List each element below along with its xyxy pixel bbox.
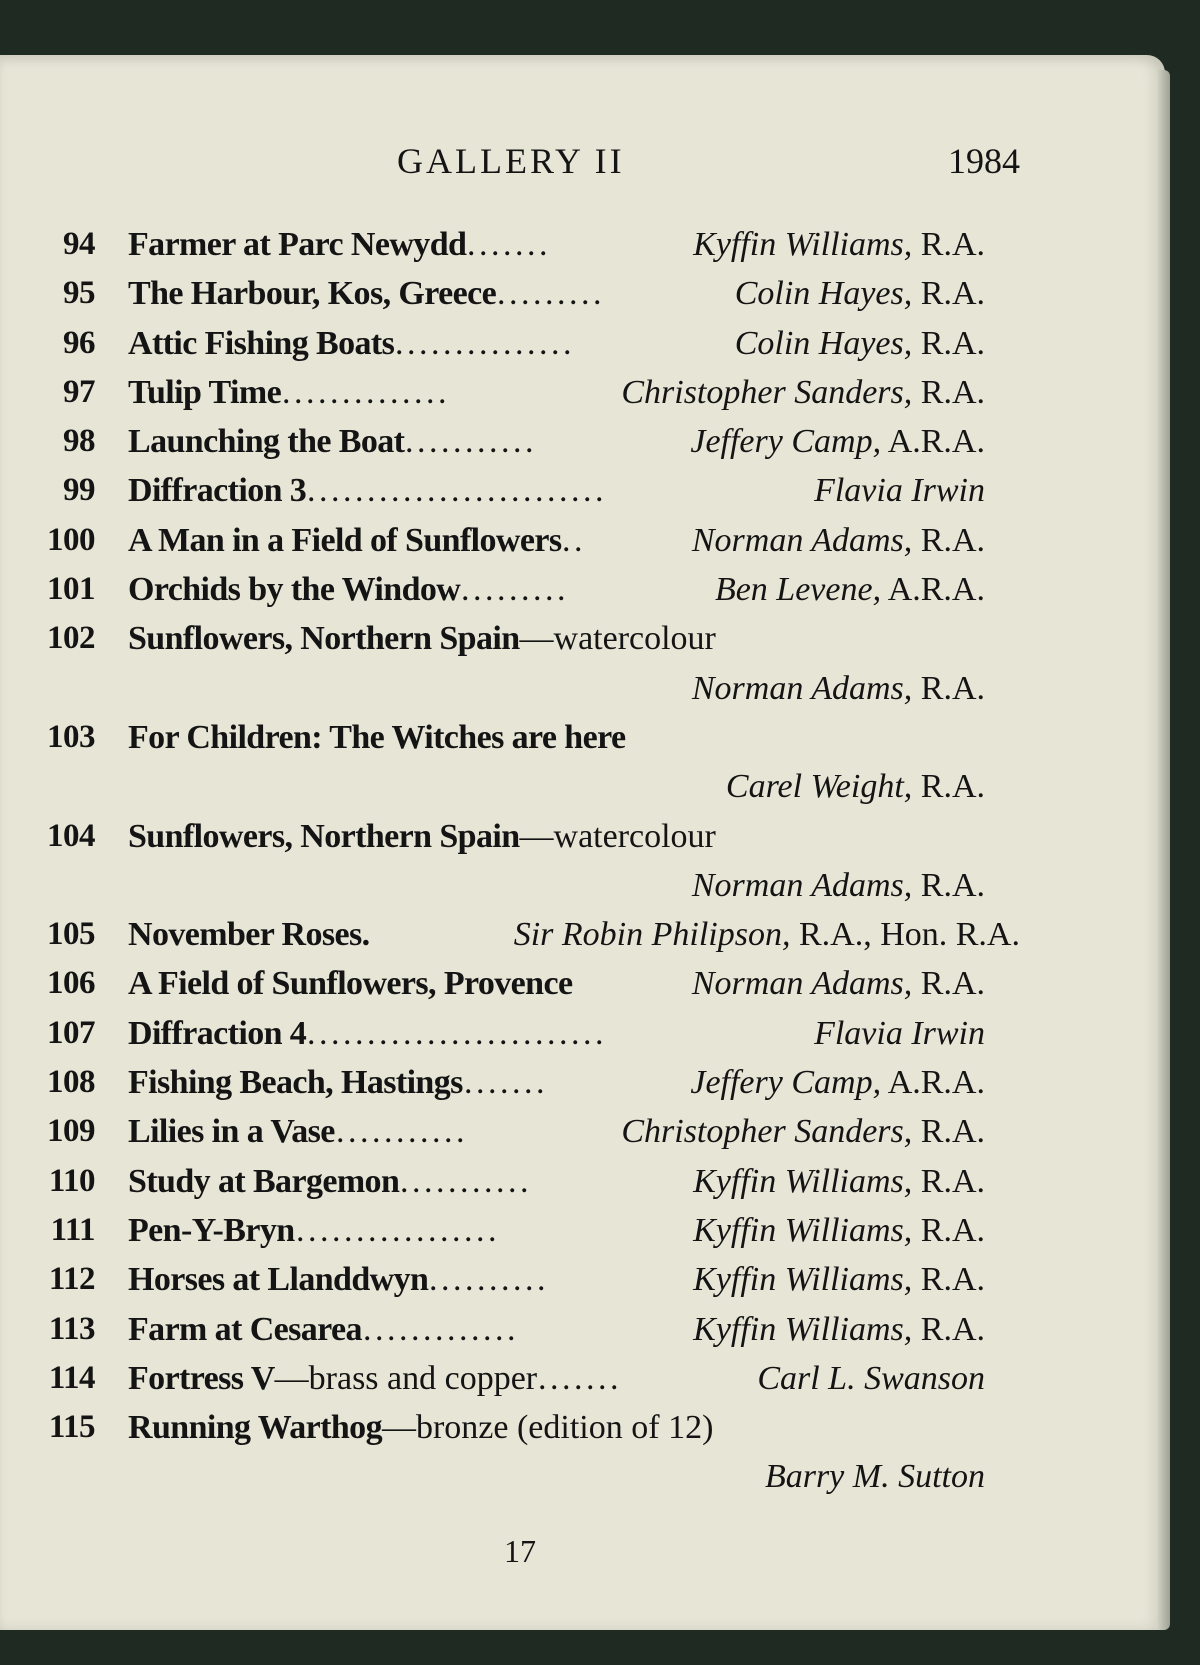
entry-number: 97 (63, 373, 95, 410)
entry-title-text: Launching the Boat (128, 423, 405, 461)
catalogue-entry-continuation (0, 867, 1200, 916)
artist-distinction: R.A. (920, 1162, 985, 1200)
catalogue-entry-continuation (0, 768, 1200, 817)
entry-number: 105 (47, 916, 95, 953)
dot-leaders: ......................... (307, 1014, 607, 1052)
entry-title (128, 965, 572, 1003)
artist-name: Flavia Irwin (814, 1014, 985, 1052)
entry-number: 100 (47, 521, 95, 558)
entry-title (128, 1212, 295, 1250)
entry-title-text: Tulip Time (128, 373, 282, 411)
dot-leaders: .. (562, 521, 586, 559)
entry-number: 113 (48, 1310, 95, 1347)
entry-title-text: Fishing Beach, Hastings (128, 1064, 463, 1102)
entry-title (128, 1409, 713, 1447)
artist-distinction: R.A. (920, 275, 985, 313)
dot-leaders: ............... (395, 324, 575, 362)
entry-title-text: Farmer at Parc Newydd (128, 226, 467, 263)
artist-distinction: R.A. (920, 1310, 985, 1348)
artist-name: Norman Adams, (691, 965, 913, 1003)
entry-title-text: Study at Bargemon (128, 1162, 400, 1200)
artist-distinction: A.R.A. (887, 571, 985, 609)
catalogue-entry (0, 275, 1200, 324)
dot-leaders: .......... (429, 1261, 549, 1299)
artist-name: Norman Adams, (691, 866, 913, 904)
entry-artist (765, 1458, 985, 1496)
entry-artist (621, 1113, 985, 1151)
artist-name: Carl L. Swanson (757, 1359, 985, 1397)
catalogue-entry (0, 1360, 1200, 1409)
catalogue-entry (0, 571, 1200, 620)
entry-artist (814, 472, 985, 510)
year-heading: 1984 (948, 141, 1020, 181)
dot-leaders: ........... (405, 423, 537, 461)
entry-number: 98 (63, 423, 95, 460)
entry-title-text: November Roses. (128, 916, 370, 954)
entry-title-text: Farm at Cesarea (128, 1310, 362, 1348)
entry-title-text: The Harbour, Kos, Greece (128, 275, 497, 313)
dot-leaders: ......... (461, 571, 569, 609)
entry-artist (692, 867, 985, 905)
entry-title-text: Attic Fishing Boats (128, 324, 395, 362)
artist-name: Ben Levene, (714, 571, 882, 609)
entry-title-text: Pen-Y-Bryn (128, 1211, 295, 1249)
catalogue-entry (0, 620, 1200, 669)
entry-medium: —bronze (edition of 12) (381, 1409, 714, 1447)
entry-number: 95 (63, 275, 95, 312)
artist-name: Carel Weight, (725, 768, 913, 806)
catalogue-entry (0, 916, 1200, 965)
entry-title-text: Diffraction 4 (128, 1014, 307, 1052)
entry-medium: —brass and copper (274, 1359, 538, 1397)
artist-name: Sir Robin Philipson, (513, 916, 791, 954)
artist-distinction: R.A. (920, 1211, 985, 1249)
entry-title (128, 571, 460, 609)
artist-name: Jeffery Camp, (690, 1064, 882, 1102)
catalogue-entry (0, 374, 1200, 423)
entry-title (128, 522, 561, 560)
dot-leaders: ........... (336, 1113, 468, 1151)
entry-artist (621, 374, 985, 412)
artist-name: Christopher Sanders, (621, 373, 913, 411)
entry-number: 101 (47, 571, 95, 608)
entry-title-text: Sunflowers, Northern Spain (128, 620, 520, 658)
artist-distinction: R.A. (920, 226, 985, 263)
entry-medium: —watercolour (519, 620, 716, 658)
dot-leaders: ........... (400, 1162, 532, 1200)
entry-title (128, 325, 394, 363)
entry-title-text: Lilies in a Vase (128, 1113, 335, 1151)
entry-title-text: For Children: The Witches are here (128, 718, 626, 756)
entry-number: 108 (47, 1064, 95, 1101)
entry-title-text: A Field of Sunflowers, Provence (128, 965, 573, 1003)
entry-title (128, 1311, 362, 1349)
artist-name: Colin Hayes, (734, 275, 913, 313)
catalogue-entry (0, 1163, 1200, 1212)
catalogue-entry (0, 818, 1200, 867)
entry-title (128, 818, 716, 856)
entry-title-text: Running Warthog (128, 1409, 382, 1447)
entry-number: 104 (47, 817, 95, 854)
entry-artist (690, 423, 985, 461)
entry-artist (693, 1311, 985, 1349)
dot-leaders: ....... (538, 1359, 622, 1397)
artist-name: Jeffery Camp, (690, 423, 882, 461)
artist-name: Kyffin Williams, (693, 1211, 913, 1249)
artist-name: Kyffin Williams, (693, 1261, 913, 1299)
catalogue-entry (0, 1064, 1200, 1113)
catalogue-entry (0, 325, 1200, 374)
catalogue-entry (0, 1409, 1200, 1458)
entry-artist (814, 1015, 985, 1053)
artist-name: Kyffin Williams, (693, 1310, 913, 1348)
entry-title (128, 1015, 306, 1053)
entry-title (128, 1064, 463, 1102)
artist-distinction: R.A. (920, 1113, 985, 1151)
catalogue-entry (0, 472, 1200, 521)
entry-artist (690, 1064, 985, 1102)
catalogue-entry (0, 1113, 1200, 1162)
entry-artist (735, 325, 985, 363)
entry-artist (514, 916, 1020, 954)
dot-leaders: ....... (464, 1064, 548, 1102)
entry-artist (715, 571, 985, 609)
entry-title (128, 374, 281, 412)
dot-leaders: ......... (497, 275, 605, 313)
entry-title (128, 719, 625, 757)
catalogue-entry (0, 522, 1200, 571)
page-number: 17 (504, 1533, 536, 1569)
entry-artist (693, 1163, 985, 1201)
page-header (0, 140, 1200, 190)
artist-distinction: R.A. (920, 1261, 985, 1299)
entry-artist (735, 275, 985, 313)
entry-artist (693, 1212, 985, 1250)
artist-distinction: R.A. (920, 521, 985, 559)
entry-title (128, 620, 716, 658)
entry-number: 99 (63, 472, 95, 509)
artist-name: Christopher Sanders, (621, 1113, 913, 1151)
artist-distinction: A.R.A. (887, 1064, 985, 1102)
entry-artist (693, 226, 985, 264)
entry-title (128, 1163, 399, 1201)
dot-leaders: ................. (296, 1211, 500, 1249)
catalogue-entry (0, 719, 1200, 768)
catalogue-entry (0, 1261, 1200, 1310)
entry-number: 110 (48, 1162, 95, 1199)
artist-name: Norman Adams, (691, 521, 913, 559)
entry-title (128, 1360, 537, 1398)
entry-title (128, 1113, 335, 1151)
artist-distinction: R.A. (920, 866, 985, 904)
entry-artist (692, 965, 985, 1003)
artist-name: Barry M. Sutton (764, 1458, 985, 1496)
entry-number: 96 (63, 324, 95, 361)
entry-title (128, 916, 370, 954)
entry-artist (692, 670, 985, 708)
entry-artist (692, 522, 985, 560)
catalogue-entry-continuation (0, 1458, 1200, 1507)
artist-distinction: R.A. (920, 965, 985, 1003)
entry-title-text: Diffraction 3 (128, 472, 307, 510)
entry-title-text: A Man in a Field of Sunflowers (128, 521, 562, 559)
entry-number: 94 (63, 226, 95, 262)
artist-name: Kyffin Williams, (693, 1162, 913, 1200)
entry-number: 114 (48, 1359, 95, 1396)
catalogue-entry (0, 1311, 1200, 1360)
entry-number: 102 (47, 620, 95, 657)
catalogue-entries (0, 226, 1200, 1508)
artist-distinction: R.A. (920, 768, 985, 806)
dot-leaders: .............. (282, 373, 450, 411)
artist-distinction: R.A. (920, 324, 985, 362)
dot-leaders: ......................... (307, 472, 607, 510)
catalogue-entry (0, 226, 1200, 275)
entry-number: 107 (47, 1014, 95, 1051)
dot-leaders: ....... (467, 226, 551, 263)
artist-distinction: A.R.A. (887, 423, 985, 461)
entry-number: 111 (50, 1211, 95, 1248)
entry-artist (726, 768, 985, 806)
catalogue-entry-continuation (0, 670, 1200, 719)
entry-number: 115 (48, 1409, 95, 1446)
entry-title (128, 423, 404, 461)
entry-number: 109 (47, 1113, 95, 1150)
entry-title (128, 472, 306, 510)
dot-leaders: ............. (363, 1310, 519, 1348)
entry-title-text: Fortress V (128, 1359, 275, 1397)
entry-title (128, 226, 466, 264)
entry-number: 112 (48, 1261, 95, 1298)
artist-name: Flavia Irwin (814, 472, 985, 510)
artist-distinction: R.A. (920, 373, 985, 411)
entry-title-text: Orchids by the Window (128, 571, 461, 609)
artist-name: Colin Hayes, (734, 324, 913, 362)
entry-medium: —watercolour (519, 817, 716, 855)
entry-title (128, 1261, 428, 1299)
entry-title (128, 275, 496, 313)
entry-number: 103 (47, 718, 95, 755)
entry-title-text: Horses at Llanddwyn (128, 1261, 429, 1299)
catalogue-entry (0, 1015, 1200, 1064)
entry-title-text: Sunflowers, Northern Spain (128, 817, 520, 855)
entry-number: 106 (47, 965, 95, 1002)
catalogue-entry (0, 965, 1200, 1014)
artist-name: Kyffin Williams, (693, 226, 913, 263)
artist-name: Norman Adams, (691, 669, 913, 707)
artist-distinction: R.A., Hon. R.A. (798, 916, 1020, 954)
entry-artist (757, 1360, 985, 1398)
catalogue-entry (0, 1212, 1200, 1261)
entry-artist (693, 1261, 985, 1299)
gallery-heading: GALLERY II (397, 141, 625, 181)
catalogue-entry (0, 423, 1200, 472)
artist-distinction: R.A. (920, 669, 985, 707)
